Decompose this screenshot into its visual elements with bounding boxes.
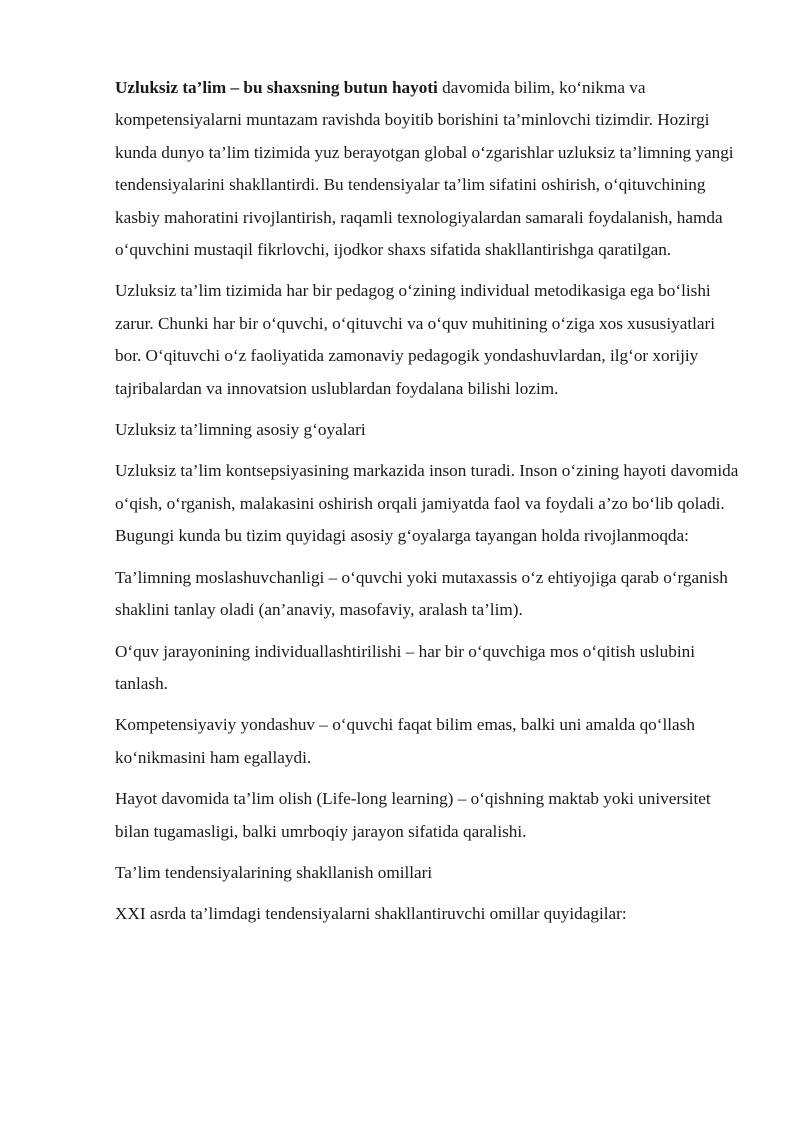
- paragraph-concept: Uzluksiz ta’lim kontsepsiyasining markazida inson turadi. Inson o‘zining hayoti davomida o‘qish, o‘rganish, malakasini oshirish orqali jamiyatda faol va foydali a’zo bo‘lib qoladi. Bugungi kunda bu tizim quyidagi asosiy g‘oyalarga tayangan holda rivojlanmoqda:: [115, 461, 739, 546]
- intro-bold-text: Uzluksiz ta’lim – bu shaxsning butun hayoti: [115, 78, 438, 97]
- list-item-individualization: O‘quv jarayonining individuallashtirilishi – har bir o‘quvchiga mos o‘qitish uslubini tanlash.: [115, 641, 696, 693]
- paragraph-factors-intro: XXI asrda ta’limdagi tendensiyalarni shakllantiruvchi omillar quyidagilar:: [115, 904, 627, 924]
- list-item-flexibility: Ta’limning moslashuvchanligi – o‘quvchi yoki mutaxassis o‘z ehtiyojiga qarab o‘rganish shaklini tanlay oladi (an’anaviy, masofaviy, aralash ta’lim).: [115, 567, 728, 620]
- intro-paragraph: [115, 72, 745, 266]
- intro-text: davomida bilim, ko‘nikma va kompetensiyalarni muntazam ravishda boyitib borishini ta’minlovchi tizimdir. Hozirgi kunda dunyo ta’lim tizimida yuz berayotgan global o‘zgarishlar uzluksiz ta’limning yangi tendensiyalarini shakllantirdi. Bu tendensiyalar ta’lim sifatini oshirish, o‘qituvchining kasbiy mahoratini rivojlantirish, raqamli texnologiyalardan samarali foydalanish, hamda o‘quvchini mustaqil fikrlovchi, ijodkor shaxs sifatida shakllantirishga qaratilgan.: [115, 78, 734, 260]
- list-item-competency: Kompetensiyaviy yondashuv – o‘quvchi faqat bilim emas, balki uni amalda qo‘llash ko‘nikmasini ham egallaydi.: [115, 715, 695, 767]
- document-body: [115, 72, 745, 940]
- section-heading-factors: Ta’lim tendensiyalarining shakllanish omillari: [115, 862, 433, 882]
- paragraph-methodology: Uzluksiz ta’lim tizimida har bir pedagog o‘zining individual metodikasiga ega bo‘lishi zarur. Chunki har bir o‘quvchi, o‘qituvchi va o‘quv muhitining o‘ziga xos xususiyatlari bor. O‘qituvchi o‘z faoliyatida zamonaviy pedagogik yondashuvlardan, ilg‘or xorijiy tajribalardan va innovatsion uslublardan foydalana bilishi lozim.: [115, 281, 716, 398]
- section-heading-main-ideas: Uzluksiz ta’limning asosiy g‘oyalari: [115, 420, 366, 440]
- list-item-lifelong-learning: Hayot davomida ta’lim olish (Life-long learning) – o‘qishning maktab yoki universitet bilan tugamasligi, balki umrboqiy jarayon sifatida qaralishi.: [115, 789, 711, 841]
